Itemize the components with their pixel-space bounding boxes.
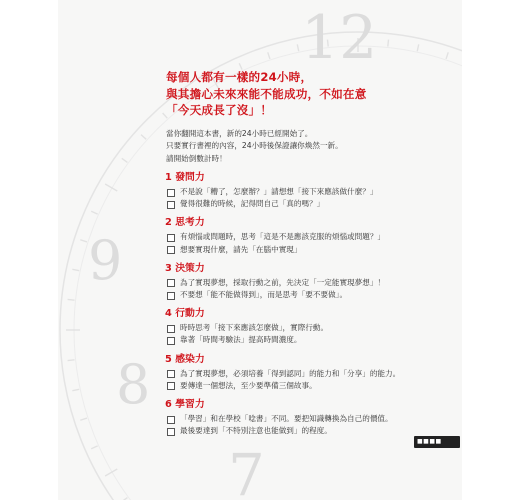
section-decision — [166, 262, 462, 301]
headline-line: 「今天成長了沒」！ — [166, 103, 273, 118]
page-content — [166, 69, 462, 437]
checklist-item-text: 「學習」和在學校「唸書」不同。要把知識轉換為自己的價值。 — [180, 414, 393, 424]
section-questioning — [166, 171, 462, 210]
section-title: 5 感染力 — [165, 353, 205, 365]
intro-text — [166, 128, 462, 165]
checkbox-icon[interactable] — [167, 337, 175, 345]
checklist-item — [166, 322, 462, 334]
clock-tick — [72, 269, 79, 270]
checklist-item — [166, 289, 462, 301]
checklist-item — [166, 277, 462, 289]
headline — [166, 69, 462, 119]
checklist-item — [166, 380, 462, 392]
book-page — [58, 0, 462, 500]
clock-tick — [446, 52, 448, 59]
clock-tick — [80, 418, 87, 420]
checklist-item — [166, 334, 462, 346]
checklist-item-text: 為了實現夢想，必須培養「得到認同」的能力和「分享」的能力。 — [180, 368, 401, 378]
checklist-item-text: 為了實現夢想，採取行動之前，先決定「一定能實現夢想」！ — [180, 277, 386, 287]
headline-line: 與其擔心未來來能不能成功，不如在意 — [166, 86, 367, 101]
checkbox-icon[interactable] — [167, 189, 175, 197]
section-learning — [166, 398, 462, 437]
checklist-item-text: 要傳達一個想法，至少要準備三個故事。 — [180, 380, 317, 390]
section-action — [166, 307, 462, 346]
checklist-item-text: 想要實現什麼，請先「在腦中實現」 — [180, 244, 302, 254]
intro-line: 只要實行書裡的內容，24小時後保證讓你煥然一新。 — [166, 141, 343, 151]
clock-tick — [388, 40, 389, 47]
section-title: 4 行動力 — [165, 308, 205, 320]
checkbox-icon[interactable] — [167, 382, 175, 390]
checklist-item — [166, 231, 462, 243]
checklist-item — [166, 413, 462, 425]
checkbox-icon[interactable] — [167, 201, 175, 209]
checklist-item — [166, 368, 462, 380]
checkbox-icon[interactable] — [167, 416, 175, 424]
checkbox-icon[interactable] — [167, 292, 175, 300]
intro-line: 當你翻開這本書，新的24小時已經開始了。 — [166, 128, 313, 138]
checklist-item-text: 最後要達到「不特別注意也能做到」的程度。 — [180, 426, 332, 436]
checklist-item-text: 有煩惱或問題時，思考「這是不是應該克服的煩惱或問題？」 — [180, 232, 386, 242]
checklist-item — [166, 198, 462, 210]
clock-tick — [268, 52, 270, 59]
section-influence — [166, 353, 462, 392]
checkbox-icon[interactable] — [167, 246, 175, 254]
checklist-item — [166, 186, 462, 198]
checkbox-icon[interactable] — [167, 279, 175, 287]
clock-tick — [297, 44, 298, 51]
section-title: 3 決策力 — [165, 262, 205, 274]
clock-tick — [68, 360, 75, 361]
clock-tick — [91, 446, 97, 449]
clock-tick — [122, 158, 128, 162]
checklist-item — [166, 244, 462, 256]
checklist-item-text: 靠著「時間考驗法」提高時間濃度。 — [180, 335, 302, 345]
headline-line: 每個人都有一樣的24小時， — [166, 70, 313, 84]
clock-numeral-8: 8 — [116, 353, 151, 416]
checklist-item-text: 時時思考「接下來應該怎麼做」，實際行動。 — [180, 323, 329, 333]
clock-tick — [417, 44, 418, 51]
section-title: 2 思考力 — [165, 217, 205, 229]
clock-numeral-9: 9 — [88, 229, 123, 292]
clock-numeral-7: 7 — [228, 441, 265, 500]
clock-numeral-12: 12 — [301, 3, 378, 73]
publisher-logo — [414, 436, 460, 448]
intro-line: 請開始倒數計時！ — [166, 153, 227, 163]
checkbox-icon[interactable] — [167, 428, 175, 436]
checkbox-icon[interactable] — [167, 325, 175, 333]
section-thinking — [166, 216, 462, 255]
checklist-item-text: 不要想「能不能做得到」，而是思考「要不要做」。 — [180, 290, 348, 300]
publisher-logo-mark: ■■■■ — [417, 438, 442, 445]
clock-tick — [80, 240, 87, 242]
clock-tick — [141, 135, 146, 140]
checklist-item-text: 覺得很難的時候，記得問自己「真的嗎？」 — [180, 199, 325, 209]
section-title: 6 學習力 — [165, 399, 205, 411]
checkbox-icon[interactable] — [167, 234, 175, 242]
clock-tick — [72, 389, 79, 390]
checkbox-icon[interactable] — [167, 370, 175, 378]
clock-tick — [68, 299, 75, 300]
clock-tick — [91, 211, 97, 214]
checklist-item-text: 不是說「糟了，怎麼辦？」請想想「接下來應該做什麼？」 — [180, 187, 378, 196]
section-title: 1 發問力 — [165, 172, 205, 183]
